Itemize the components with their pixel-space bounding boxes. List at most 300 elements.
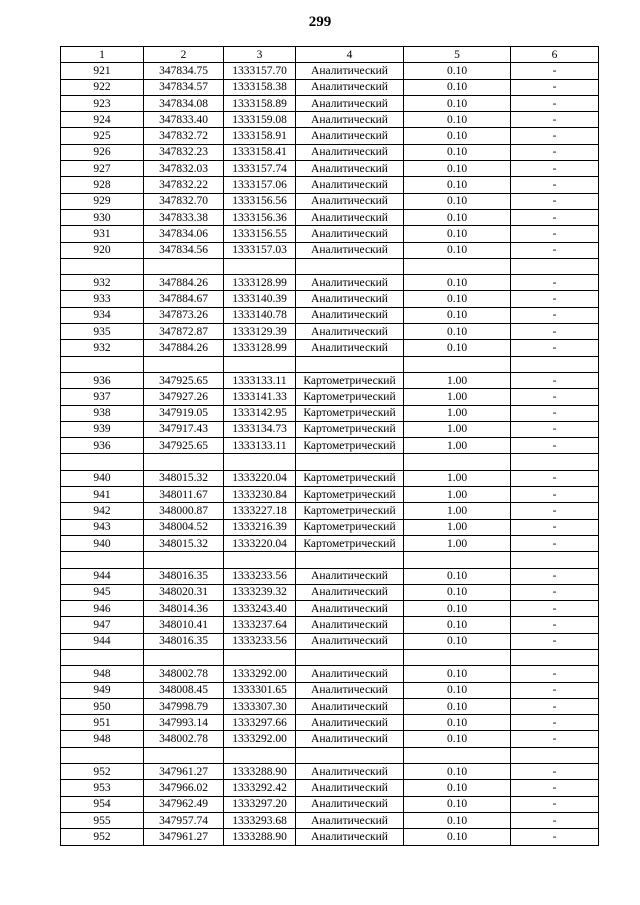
table-row — [61, 63, 599, 79]
table-row — [61, 291, 599, 307]
table-cell: 952 — [61, 829, 144, 845]
table-cell: 942 — [61, 503, 144, 519]
table-cell: Аналитический — [296, 226, 404, 242]
table-cell: Картометрический — [296, 470, 404, 486]
table-row — [61, 79, 599, 95]
column-header: 5 — [404, 47, 511, 63]
table-cell: Аналитический — [296, 698, 404, 714]
separator-row — [61, 356, 599, 372]
table-cell: 951 — [61, 715, 144, 731]
table-cell: 347884.26 — [144, 340, 224, 356]
table-cell: - — [511, 291, 599, 307]
table-cell: Картометрический — [296, 438, 404, 454]
table-cell: 0.10 — [404, 796, 511, 812]
table-cell: Картометрический — [296, 405, 404, 421]
table-cell — [511, 552, 599, 568]
table-cell: Аналитический — [296, 242, 404, 258]
table-row — [61, 829, 599, 845]
table-cell: 1333292.00 — [224, 731, 296, 747]
table-cell: 955 — [61, 812, 144, 828]
table-cell — [144, 454, 224, 470]
table-row — [61, 796, 599, 812]
table-cell: 0.10 — [404, 812, 511, 828]
table-cell — [144, 552, 224, 568]
table-cell: 1.00 — [404, 438, 511, 454]
separator-row — [61, 552, 599, 568]
table-row — [61, 503, 599, 519]
table-cell — [61, 649, 144, 665]
table-cell: Аналитический — [296, 144, 404, 160]
table-cell: 1333230.84 — [224, 487, 296, 503]
table-row — [61, 161, 599, 177]
table-cell: 0.10 — [404, 698, 511, 714]
table-cell: 1333301.65 — [224, 682, 296, 698]
table-cell — [404, 747, 511, 763]
table-cell: 347873.26 — [144, 307, 224, 323]
table-cell: 935 — [61, 324, 144, 340]
table-cell: 948 — [61, 666, 144, 682]
table-row — [61, 764, 599, 780]
table-row — [61, 666, 599, 682]
table-cell: 0.10 — [404, 161, 511, 177]
table-cell — [224, 747, 296, 763]
table-cell: 1333216.39 — [224, 519, 296, 535]
table-cell — [61, 552, 144, 568]
table-cell: 938 — [61, 405, 144, 421]
table-cell: 1.00 — [404, 470, 511, 486]
table-cell: 1333233.56 — [224, 568, 296, 584]
table-cell: 932 — [61, 340, 144, 356]
table-row — [61, 128, 599, 144]
table-cell: 941 — [61, 487, 144, 503]
table-cell: 949 — [61, 682, 144, 698]
table-cell — [144, 649, 224, 665]
table-cell: 1333129.39 — [224, 324, 296, 340]
separator-row — [61, 454, 599, 470]
table-cell: - — [511, 682, 599, 698]
table-cell: - — [511, 372, 599, 388]
table-cell: 348016.35 — [144, 633, 224, 649]
table-cell: 1.00 — [404, 389, 511, 405]
table-cell: 1333157.74 — [224, 161, 296, 177]
table-row — [61, 112, 599, 128]
table-cell: Аналитический — [296, 715, 404, 731]
table-cell — [511, 454, 599, 470]
table-cell: 1333239.32 — [224, 584, 296, 600]
table-cell: 943 — [61, 519, 144, 535]
table-cell — [224, 454, 296, 470]
separator-row — [61, 258, 599, 274]
table-cell: Аналитический — [296, 324, 404, 340]
table-cell: 1.00 — [404, 405, 511, 421]
table-cell: 347917.43 — [144, 421, 224, 437]
table-cell — [296, 552, 404, 568]
table-cell: Аналитический — [296, 307, 404, 323]
table-cell — [404, 356, 511, 372]
table-cell: - — [511, 226, 599, 242]
table-cell — [511, 258, 599, 274]
table-row — [61, 226, 599, 242]
table-cell: - — [511, 780, 599, 796]
table-cell — [404, 552, 511, 568]
table-cell: Аналитический — [296, 193, 404, 209]
table-cell: 347832.70 — [144, 193, 224, 209]
table-cell: - — [511, 812, 599, 828]
table-cell: 0.10 — [404, 307, 511, 323]
table-row — [61, 95, 599, 111]
table-cell: 0.10 — [404, 568, 511, 584]
table-cell: 927 — [61, 161, 144, 177]
table-cell: Аналитический — [296, 601, 404, 617]
table-row — [61, 519, 599, 535]
table-cell: 1333220.04 — [224, 470, 296, 486]
table-cell: 347961.27 — [144, 764, 224, 780]
table-cell: - — [511, 698, 599, 714]
table-cell: Аналитический — [296, 95, 404, 111]
table-cell — [61, 747, 144, 763]
table-cell: 1333133.11 — [224, 372, 296, 388]
table-cell: 1333220.04 — [224, 535, 296, 551]
table-row — [61, 633, 599, 649]
table-cell: 1.00 — [404, 503, 511, 519]
table-cell: - — [511, 568, 599, 584]
table-cell: 0.10 — [404, 209, 511, 225]
table-cell: 1333158.41 — [224, 144, 296, 160]
table-cell: Аналитический — [296, 731, 404, 747]
table-cell: 940 — [61, 535, 144, 551]
table-cell — [61, 258, 144, 274]
separator-row — [61, 649, 599, 665]
table-cell: 948 — [61, 731, 144, 747]
table-cell: 947 — [61, 617, 144, 633]
table-cell: 940 — [61, 470, 144, 486]
header-row — [61, 47, 599, 63]
table-cell: - — [511, 112, 599, 128]
table-cell: 1333141.33 — [224, 389, 296, 405]
table-cell — [296, 747, 404, 763]
table-cell: 1333237.64 — [224, 617, 296, 633]
table-cell: 1.00 — [404, 519, 511, 535]
table-cell: 0.10 — [404, 112, 511, 128]
table-row — [61, 177, 599, 193]
table-cell — [144, 258, 224, 274]
table-cell: 923 — [61, 95, 144, 111]
table-cell: - — [511, 519, 599, 535]
table-cell: Аналитический — [296, 161, 404, 177]
table-cell: 1333243.40 — [224, 601, 296, 617]
table-cell: Аналитический — [296, 829, 404, 845]
table-cell: 347832.22 — [144, 177, 224, 193]
table-cell: - — [511, 470, 599, 486]
page-number: 299 — [308, 14, 332, 30]
table-cell: Картометрический — [296, 372, 404, 388]
table-cell: Аналитический — [296, 79, 404, 95]
table-cell: 0.10 — [404, 324, 511, 340]
table-row — [61, 535, 599, 551]
table-cell: 944 — [61, 633, 144, 649]
table-cell: Аналитический — [296, 177, 404, 193]
table-row — [61, 421, 599, 437]
table-cell: Аналитический — [296, 340, 404, 356]
table-cell: 347961.27 — [144, 829, 224, 845]
separator-row — [61, 747, 599, 763]
table-cell: 348002.78 — [144, 731, 224, 747]
table-cell: - — [511, 63, 599, 79]
table-cell — [144, 747, 224, 763]
table-cell: 348016.35 — [144, 568, 224, 584]
table-cell: Аналитический — [296, 764, 404, 780]
table-cell: - — [511, 307, 599, 323]
column-header: 1 — [61, 47, 144, 63]
table-cell — [224, 258, 296, 274]
table-cell: - — [511, 633, 599, 649]
table-cell: 1333233.56 — [224, 633, 296, 649]
table-cell: 347834.75 — [144, 63, 224, 79]
table-cell: - — [511, 161, 599, 177]
table-cell: 932 — [61, 275, 144, 291]
table-cell: Картометрический — [296, 535, 404, 551]
table-cell: - — [511, 144, 599, 160]
table-cell: 946 — [61, 601, 144, 617]
table-cell: Картометрический — [296, 421, 404, 437]
table-cell: 0.10 — [404, 584, 511, 600]
table-cell: Аналитический — [296, 275, 404, 291]
table-cell: Аналитический — [296, 780, 404, 796]
table-cell: 0.10 — [404, 128, 511, 144]
table-cell — [224, 356, 296, 372]
table-row — [61, 372, 599, 388]
table-cell: - — [511, 405, 599, 421]
table-cell — [144, 356, 224, 372]
table-cell: 937 — [61, 389, 144, 405]
table-cell: 347832.03 — [144, 161, 224, 177]
table-cell: 347834.08 — [144, 95, 224, 111]
table-cell: 1333128.99 — [224, 275, 296, 291]
table-cell: 1333140.78 — [224, 307, 296, 323]
table-row — [61, 209, 599, 225]
table-cell: 1333156.56 — [224, 193, 296, 209]
table-cell: 931 — [61, 226, 144, 242]
table-cell: 1333292.00 — [224, 666, 296, 682]
table-row — [61, 568, 599, 584]
table-cell — [404, 649, 511, 665]
table-row — [61, 389, 599, 405]
table-cell: 348011.67 — [144, 487, 224, 503]
table-cell: 348020.31 — [144, 584, 224, 600]
table-row — [61, 324, 599, 340]
table-cell: 920 — [61, 242, 144, 258]
table-cell — [511, 649, 599, 665]
table-cell: - — [511, 601, 599, 617]
table-cell: 1333297.66 — [224, 715, 296, 731]
table-cell: 953 — [61, 780, 144, 796]
table-cell: 0.10 — [404, 242, 511, 258]
table-cell — [61, 454, 144, 470]
table-cell: - — [511, 275, 599, 291]
table-row — [61, 617, 599, 633]
table-cell: 347884.67 — [144, 291, 224, 307]
table-cell: - — [511, 389, 599, 405]
table-cell — [404, 454, 511, 470]
table-row — [61, 307, 599, 323]
table-row — [61, 812, 599, 828]
table-cell: - — [511, 796, 599, 812]
table-cell: 348008.45 — [144, 682, 224, 698]
table-cell: - — [511, 731, 599, 747]
table-cell: 1333159.08 — [224, 112, 296, 128]
table-cell: - — [511, 617, 599, 633]
table-cell: - — [511, 242, 599, 258]
table-cell: - — [511, 829, 599, 845]
table-cell: 1.00 — [404, 372, 511, 388]
table-row — [61, 715, 599, 731]
table-cell: - — [511, 340, 599, 356]
table-cell: 348010.41 — [144, 617, 224, 633]
table-cell: 952 — [61, 764, 144, 780]
table-cell: 1333128.99 — [224, 340, 296, 356]
table-row — [61, 584, 599, 600]
table-cell: 1333288.90 — [224, 764, 296, 780]
table-cell: 348002.78 — [144, 666, 224, 682]
table-cell: 347834.57 — [144, 79, 224, 95]
table-cell: Аналитический — [296, 633, 404, 649]
table-cell: 0.10 — [404, 601, 511, 617]
table-cell: Аналитический — [296, 812, 404, 828]
table-row — [61, 601, 599, 617]
table-row — [61, 340, 599, 356]
table-cell: 924 — [61, 112, 144, 128]
table-cell: 0.10 — [404, 633, 511, 649]
table-cell: 1333133.11 — [224, 438, 296, 454]
table-row — [61, 144, 599, 160]
table-cell — [224, 552, 296, 568]
table-cell: 0.10 — [404, 829, 511, 845]
table-cell: 347832.23 — [144, 144, 224, 160]
column-header: 4 — [296, 47, 404, 63]
table-cell: 347962.49 — [144, 796, 224, 812]
table-cell: 944 — [61, 568, 144, 584]
table-cell: 0.10 — [404, 715, 511, 731]
table-cell: 0.10 — [404, 764, 511, 780]
table-cell — [224, 649, 296, 665]
table-cell: Аналитический — [296, 682, 404, 698]
table-cell: 926 — [61, 144, 144, 160]
coordinates-table — [60, 46, 599, 846]
table-cell: 950 — [61, 698, 144, 714]
table-cell: 348004.52 — [144, 519, 224, 535]
table-cell: 1333158.89 — [224, 95, 296, 111]
table-cell: 936 — [61, 438, 144, 454]
table-cell: 0.10 — [404, 666, 511, 682]
table-cell: Картометрический — [296, 503, 404, 519]
table-row — [61, 193, 599, 209]
table-cell: 0.10 — [404, 682, 511, 698]
table-cell — [296, 454, 404, 470]
table-row — [61, 682, 599, 698]
table-cell: 1333142.95 — [224, 405, 296, 421]
table-cell: 0.10 — [404, 340, 511, 356]
table-cell — [296, 356, 404, 372]
table-cell: 1.00 — [404, 535, 511, 551]
table-cell: Аналитический — [296, 63, 404, 79]
table-cell: 1.00 — [404, 421, 511, 437]
table-cell — [404, 258, 511, 274]
table-cell: 348015.32 — [144, 470, 224, 486]
table-cell: 347833.38 — [144, 209, 224, 225]
table-cell: 936 — [61, 372, 144, 388]
table-cell: 939 — [61, 421, 144, 437]
table-cell: 1333293.68 — [224, 812, 296, 828]
table-cell: 347998.79 — [144, 698, 224, 714]
table-cell: Картометрический — [296, 389, 404, 405]
table-row — [61, 275, 599, 291]
table-cell: 347834.06 — [144, 226, 224, 242]
table-cell: 0.10 — [404, 275, 511, 291]
table-cell: 1333292.42 — [224, 780, 296, 796]
table-cell — [511, 747, 599, 763]
table-row — [61, 470, 599, 486]
table-cell: 1333307.30 — [224, 698, 296, 714]
table-cell: 930 — [61, 209, 144, 225]
table-cell: 347919.05 — [144, 405, 224, 421]
table-row — [61, 242, 599, 258]
table-cell: 1333156.55 — [224, 226, 296, 242]
table-cell: Аналитический — [296, 617, 404, 633]
table-cell: Аналитический — [296, 584, 404, 600]
table-cell: Аналитический — [296, 568, 404, 584]
table-cell: 1333157.03 — [224, 242, 296, 258]
table-cell: 347834.56 — [144, 242, 224, 258]
table-cell: Аналитический — [296, 666, 404, 682]
table-cell: 1.00 — [404, 487, 511, 503]
table-cell: 0.10 — [404, 79, 511, 95]
table-cell: Картометрический — [296, 487, 404, 503]
table-cell: - — [511, 584, 599, 600]
table-cell: - — [511, 666, 599, 682]
table-cell: 347966.02 — [144, 780, 224, 796]
table-cell: 348014.36 — [144, 601, 224, 617]
table-cell: - — [511, 715, 599, 731]
table-cell: 1333134.73 — [224, 421, 296, 437]
table-cell: 348015.32 — [144, 535, 224, 551]
table-cell: 347957.74 — [144, 812, 224, 828]
table-cell — [511, 356, 599, 372]
table-cell: 929 — [61, 193, 144, 209]
table-cell: - — [511, 535, 599, 551]
table-cell: - — [511, 503, 599, 519]
table-cell: 0.10 — [404, 177, 511, 193]
table-cell: - — [511, 79, 599, 95]
table-row — [61, 487, 599, 503]
table-cell: 0.10 — [404, 63, 511, 79]
table-cell: 0.10 — [404, 731, 511, 747]
table-cell: - — [511, 764, 599, 780]
table-cell: - — [511, 128, 599, 144]
table-cell: Аналитический — [296, 291, 404, 307]
table-cell: 1333156.36 — [224, 209, 296, 225]
table-cell: 1333297.20 — [224, 796, 296, 812]
table-cell: 0.10 — [404, 144, 511, 160]
table-cell: 347884.26 — [144, 275, 224, 291]
column-header: 6 — [511, 47, 599, 63]
table-cell: 934 — [61, 307, 144, 323]
table-cell — [296, 649, 404, 665]
table-cell: Аналитический — [296, 112, 404, 128]
table-cell — [296, 258, 404, 274]
table-cell: Картометрический — [296, 519, 404, 535]
table-cell: 0.10 — [404, 617, 511, 633]
table-body — [61, 63, 599, 845]
